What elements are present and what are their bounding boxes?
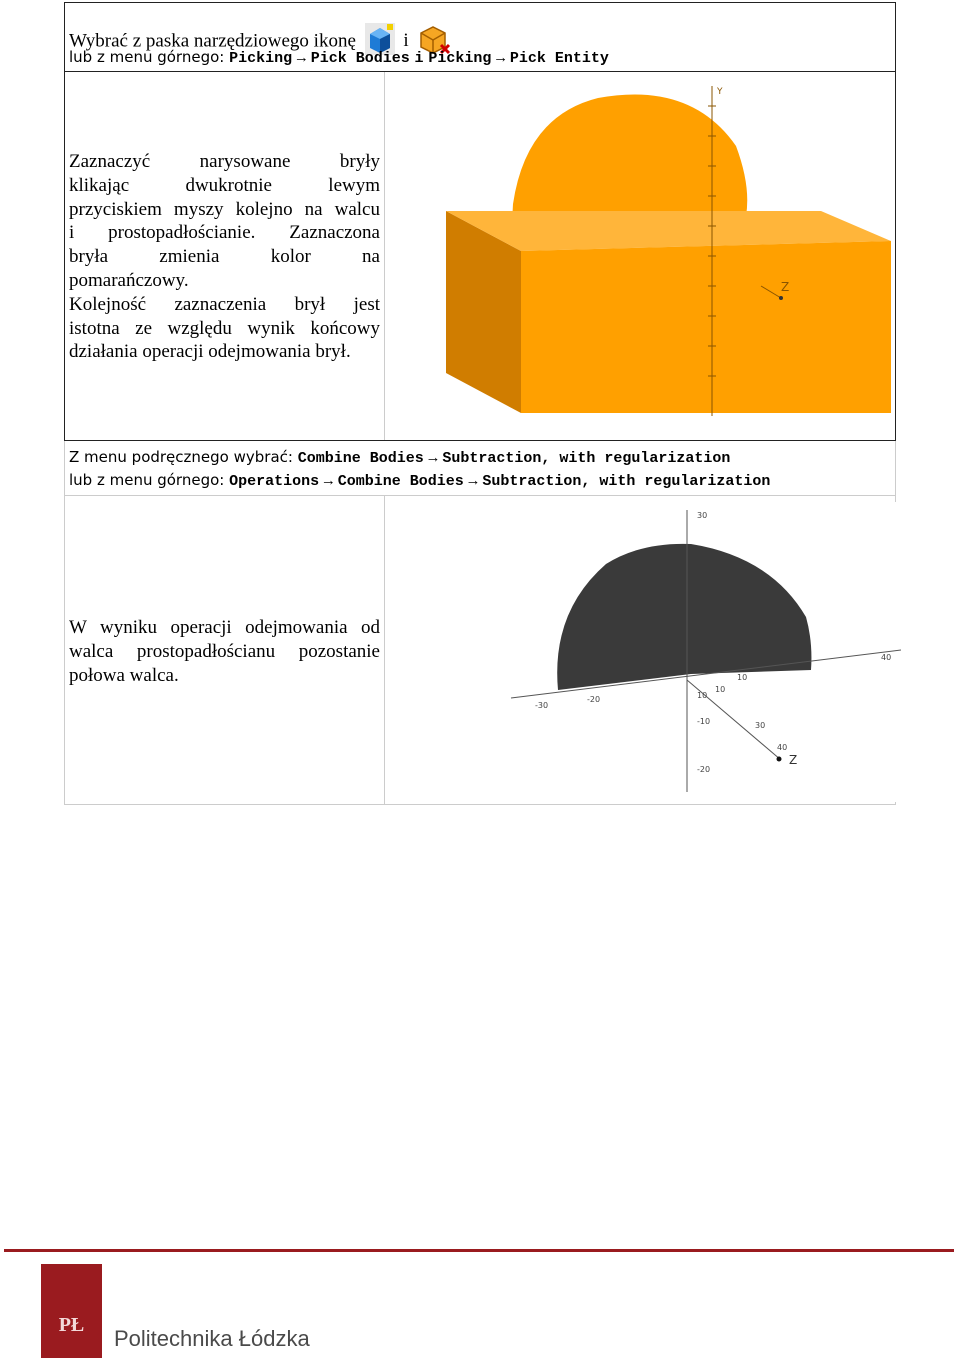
menu-picking: Picking [229,50,293,67]
top-menu-instruction: lub z menu górnego: Operations → Combine Bodies → Subtraction, with regularization [69,471,771,490]
menu-subtraction-2: Subtraction, with regularization [482,473,771,490]
result-text: W wyniku operacji odejmowania od walca prostopadłościanu pozostanie połowa walca. [69,617,380,686]
svg-text:-30: -30 [535,701,549,710]
toolbar-instruction: Wybrać z paska narzędziowego ikonę i [69,23,451,61]
instruction-row-4 [64,496,896,805]
column-divider [384,72,385,440]
svg-text:-20: -20 [697,765,711,774]
svg-text:30: 30 [755,721,766,730]
menu-picking-2: Picking [428,50,492,67]
footer-rule [4,1249,954,1252]
instruction-row-3 [64,441,896,496]
svg-text:40: 40 [881,653,892,662]
institution-name: Politechnika Łódzka [114,1326,310,1351]
menu-combine-bodies: Combine Bodies [297,450,424,467]
svg-text:10: 10 [715,685,726,694]
context-menu-instruction: Z menu podręcznego wybrać: Combine Bodies → Subtraction, with regularization [69,448,731,467]
box-front-face [521,241,891,413]
menu-operations: Operations [229,473,320,490]
instruction-row-2 [64,71,896,441]
z-axis-label: Z [789,753,798,767]
selected-bodies-figure [441,76,891,438]
svg-text:-20: -20 [587,695,601,704]
svg-text:40: 40 [777,743,788,752]
menu-subtraction: Subtraction, with regularization [442,450,731,467]
result-figure [441,502,901,802]
menu-instruction-1: lub z menu górnego: Picking → Pick Bodies i Picking → Pick Entity [69,48,609,67]
menu-pick-entity: Pick Entity [509,50,609,67]
select-bodies-text: Zaznaczyć narysowane bryły klikając dwukrotnie lewym przyciskiem myszy kolejno na walcu i prostopadłościanie. Zaznaczona bryła zmienia kolor na pomarańczowy. Kolejność zaznaczenia brył jest istotna ze względu wynik końcowy działania operacji odejmowania brył. [69,151,380,363]
instruction-row-1 [64,2,896,72]
university-logo: PŁ [41,1264,102,1358]
menu-pick-bodies: Pick Bodies [310,50,410,67]
menu-combine-bodies-2: Combine Bodies [337,473,464,490]
column-divider [384,496,385,804]
svg-text:10: 10 [697,691,708,700]
z-axis-label: Z [781,280,790,294]
svg-text:10: 10 [737,673,748,682]
y-axis-label: Y [717,87,723,97]
svg-text:30: 30 [697,511,708,520]
svg-text:-10: -10 [697,717,711,726]
